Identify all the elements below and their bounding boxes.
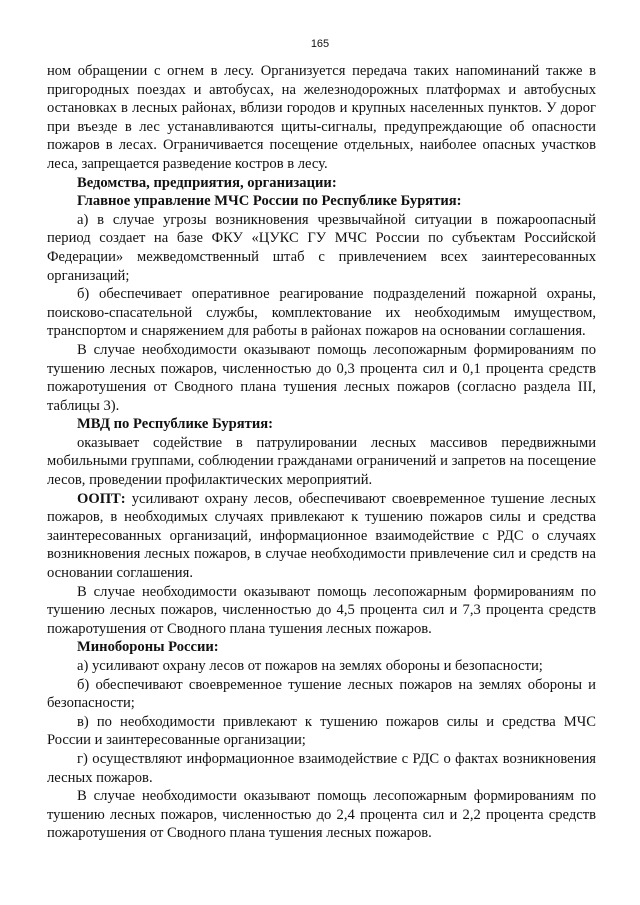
paragraph-mvd: оказывает содействие в патрулировании лесных массивов передвижными мобильными группами, соблюдении гражданами ограничений и запретов на посещение лесов, проведении профилактических мероприятий. <box>47 434 596 489</box>
paragraph-defense-b: б) обеспечивают своевременное тушение лесных пожаров на землях обороны и безопасности; <box>47 676 596 712</box>
paragraph-mchs-assistance: В случае необходимости оказывают помощь лесопожарным формированиям по тушению лесных пожаров, численностью до 0,3 процента сил и 0,1 процента средств пожаротушения от Сводного плана тушения лесных пожаров (согласно раздела III, таблицы 3). <box>47 341 596 414</box>
document-body <box>47 62 596 843</box>
heading-mvd: МВД по Республике Бурятия: <box>77 416 273 433</box>
heading-defense-ministry: Минобороны России: <box>77 639 219 656</box>
paragraph-fire-warning: ном обращении с огнем в лесу. Организуется передача таких напоминаний также в пригородных поездах и автобусах, на железнодорожных платформах и автобусных остановках в лесных районах, вблизи городов и крупных населенных пунктов. У дорог при въезде в лес устанавливаются щиты-сигналы, предупреждающие об опасности пожаров в лесах. Ограничивается посещение отдельных, наиболее опасных участков леса, запрещается разведение костров в лесу. <box>47 63 596 172</box>
paragraph-oopt <box>47 490 596 583</box>
paragraph-mchs-b: б) обеспечивает оперативное реагирование подразделений пожарной охраны, поисково-спасательной службы, комплектование их необходимым имуществом, транспортом и снаряжением для работы в районах пожаров на основании соглашения. <box>47 286 596 340</box>
paragraph-defense-assistance: В случае необходимости оказывают помощь лесопожарным формированиям по тушению лесных пожаров, численностью до 2,4 процента сил и 2,2 процента средств пожаротушения от Сводного плана тушения лесных пожаров. <box>47 788 596 842</box>
oopt-label: ООПТ: <box>77 490 126 507</box>
paragraph-defense-c: в) по необходимости привлекают к тушению пожаров силы и средства МЧС России и заинтересованные организации; <box>47 713 596 749</box>
heading-mchs: Главное управление МЧС России по Республике Бурятия: <box>77 193 462 210</box>
paragraph-defense-d: г) осуществляют информационное взаимодействие с РДС о фактах возникновения лесных пожаров. <box>47 750 596 786</box>
paragraph-defense-a: а) усиливают охрану лесов от пожаров на землях обороны и безопасности; <box>77 658 543 674</box>
paragraph-mchs-a: а) в случае угрозы возникновения чрезвычайной ситуации в пожароопасный период создает на базе ФКУ «ЦУКС ГУ МЧС России по субъектам Российской Федерации» межведомственный штаб с привлечением всех заинтересованных организаций; <box>47 211 596 284</box>
heading-agencies: Ведомства, предприятия, организации: <box>77 174 337 191</box>
paragraph-oopt-assistance: В случае необходимости оказывают помощь лесопожарным формированиям по тушению лесных пожаров, численностью до 4,5 процента сил и 7,3 процента средств пожаротушения от Сводного плана тушения лесных пожаров. <box>47 583 596 637</box>
oopt-text: усиливают охрану лесов, обеспечивают своевременное тушение лесных пожаров, в необходимых случаях привлекают к тушению пожаров силы и средства заинтересованных организаций, информационное взаимодействие с РДС о случаях возникновения лесных пожаров, в случае необходимости привлечение сил и средств на основании соглашения. <box>47 490 596 582</box>
page-number: 165 <box>310 38 330 50</box>
